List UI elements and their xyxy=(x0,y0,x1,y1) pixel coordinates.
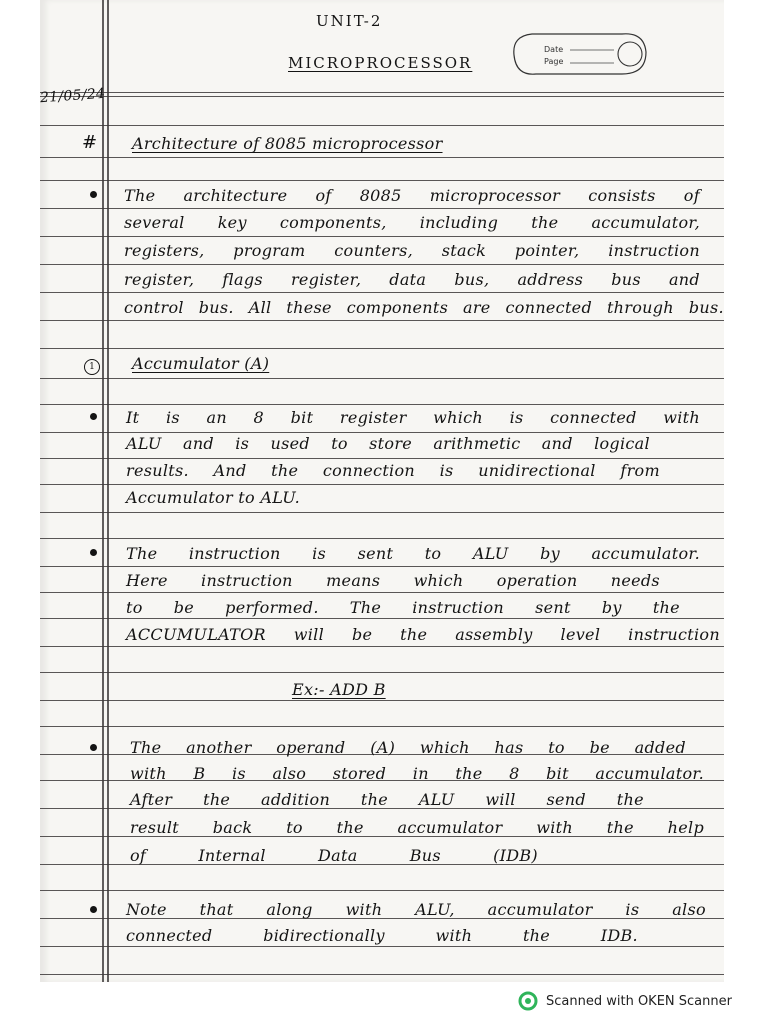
section-heading: Architecture of 8085 microprocessor xyxy=(132,134,443,153)
example-line: Ex:- ADD B xyxy=(292,680,386,699)
paragraph-line: After the addition the ALU will send the xyxy=(130,790,644,809)
page-title: MICROPROCESSOR xyxy=(288,54,473,72)
date-page-box xyxy=(510,28,650,82)
date-label: Date xyxy=(544,45,564,54)
scanner-watermark-text: Scanned with OKEN Scanner xyxy=(546,993,732,1009)
written-date: 21/05/24 xyxy=(40,85,106,107)
paragraph-line: to be performed. The instruction sent by the xyxy=(126,598,680,617)
section-hash-marker: # xyxy=(82,132,98,153)
paragraph-line: several key components, including the accumulator, xyxy=(124,213,700,232)
bullet xyxy=(90,191,97,198)
paragraph-line: ACCUMULATOR will be the assembly level instruction xyxy=(126,625,720,644)
section-number-badge: 1 xyxy=(84,359,100,375)
paragraph-line: It is an 8 bit register which is connected with xyxy=(126,408,700,427)
bullet xyxy=(90,906,97,913)
paragraph-line: control bus. All these components are connected through bus. xyxy=(124,298,724,317)
paragraph-line: The another operand (A) which has to be added xyxy=(130,738,686,757)
unit-heading: UNIT-2 xyxy=(316,12,383,30)
date-box-outline-icon xyxy=(510,28,650,82)
bullet xyxy=(90,549,97,556)
accumulator-heading: Accumulator (A) xyxy=(132,354,270,373)
paragraph-line: results. And the connection is unidirectional from xyxy=(126,461,660,480)
paragraph-line: result back to the accumulator with the help xyxy=(130,818,704,837)
scanner-footer xyxy=(518,991,732,1011)
paragraph-line: connected bidirectionally with the IDB. xyxy=(126,926,638,945)
paragraph-line: registers, program counters, stack pointer, instruction xyxy=(124,241,700,260)
paragraph-line: The instruction is sent to ALU by accumulator. xyxy=(126,544,700,563)
paragraph-line: Note that along with ALU, accumulator is also xyxy=(126,900,706,919)
paragraph-line: register, flags register, data bus, address bus and xyxy=(124,270,700,289)
paragraph-line: ALU and is used to store arithmetic and logical xyxy=(126,434,650,453)
paragraph-line: Here instruction means which operation needs xyxy=(126,571,660,590)
paragraph-line: with B is also stored in the 8 bit accumulator. xyxy=(130,764,704,783)
paragraph-line: of Internal Data Bus (IDB) xyxy=(130,846,538,865)
bullet xyxy=(90,413,97,420)
paragraph-line: The architecture of 8085 microprocessor consists of xyxy=(124,186,700,205)
paragraph-line: Accumulator to ALU. xyxy=(126,488,300,507)
bullet xyxy=(90,744,97,751)
notebook-page xyxy=(40,0,724,982)
page-label: Page xyxy=(544,57,564,66)
oken-scanner-logo-icon xyxy=(518,991,538,1011)
